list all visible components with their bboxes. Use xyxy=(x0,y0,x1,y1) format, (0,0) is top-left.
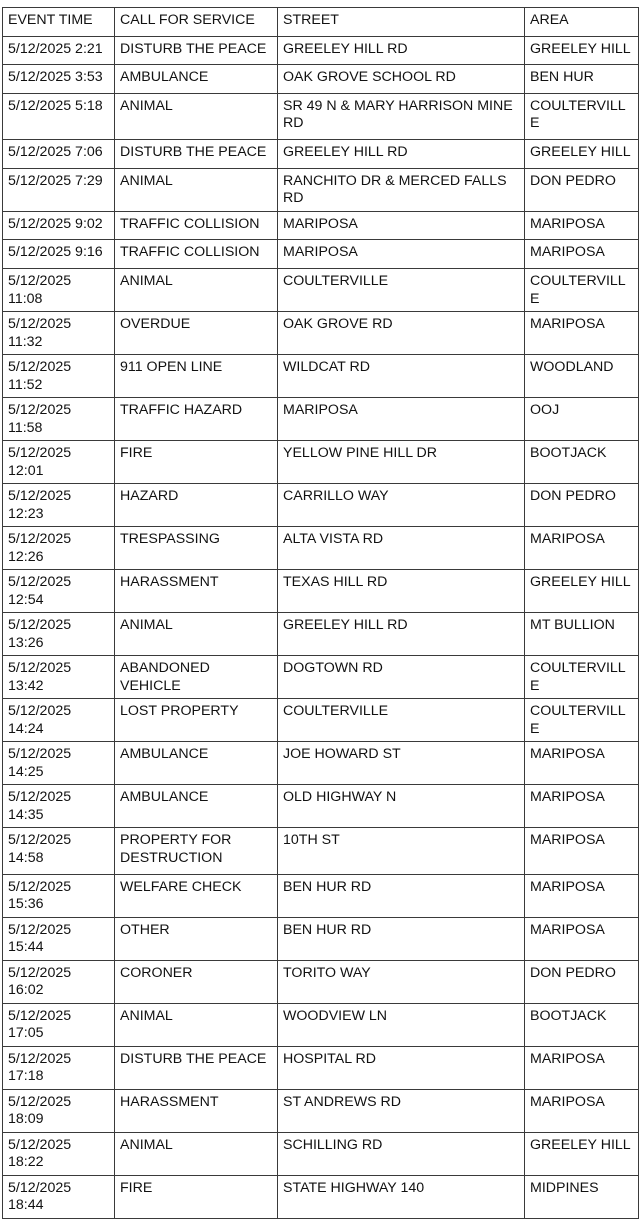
area-cell: COULTERVILLE xyxy=(525,656,639,699)
event-time-cell: 5/12/2025 17:05 xyxy=(3,1003,115,1046)
street-cell: YELLOW PINE HILL DR xyxy=(278,441,525,484)
street-cell: DOGTOWN RD xyxy=(278,656,525,699)
area-cell: GREELEY HILL xyxy=(525,36,639,65)
event-time-cell: 5/12/2025 11:08 xyxy=(3,269,115,312)
event-time-cell: 5/12/2025 12:01 xyxy=(3,441,115,484)
table-row xyxy=(3,874,639,917)
street-cell: OAK GROVE RD xyxy=(278,312,525,355)
call-type-cell: ANIMAL xyxy=(115,613,278,656)
area-cell: DON PEDRO xyxy=(525,168,639,211)
call-type-cell: FIRE xyxy=(115,1175,278,1218)
table-row xyxy=(3,656,639,699)
table-row xyxy=(3,65,639,94)
table-row xyxy=(3,355,639,398)
area-cell: BOOTJACK xyxy=(525,1003,639,1046)
table-row xyxy=(3,527,639,570)
call-type-cell: ANIMAL xyxy=(115,168,278,211)
call-type-cell: FIRE xyxy=(115,441,278,484)
event-time-cell: 5/12/2025 12:54 xyxy=(3,570,115,613)
table-row xyxy=(3,441,639,484)
table-row xyxy=(3,828,639,875)
table-row xyxy=(3,1046,639,1089)
event-time-cell: 5/12/2025 18:22 xyxy=(3,1132,115,1175)
street-cell: CARRILLO WAY xyxy=(278,484,525,527)
street-cell: SCHILLING RD xyxy=(278,1132,525,1175)
table-header-row xyxy=(3,8,639,37)
street-cell: GREELEY HILL RD xyxy=(278,36,525,65)
street-cell: STATE HIGHWAY 140 xyxy=(278,1175,525,1218)
event-time-cell: 5/12/2025 12:26 xyxy=(3,527,115,570)
table-row xyxy=(3,613,639,656)
area-cell: MARIPOSA xyxy=(525,211,639,240)
area-cell: MARIPOSA xyxy=(525,917,639,960)
street-cell: MARIPOSA xyxy=(278,398,525,441)
area-cell: WOODLAND xyxy=(525,355,639,398)
street-cell: MARIPOSA xyxy=(278,211,525,240)
call-type-cell: TRAFFIC HAZARD xyxy=(115,398,278,441)
event-time-cell: 5/12/2025 11:32 xyxy=(3,312,115,355)
event-time-cell: 5/12/2025 9:16 xyxy=(3,240,115,269)
area-cell: COULTERVILLE xyxy=(525,93,639,140)
street-cell: ALTA VISTA RD xyxy=(278,527,525,570)
event-time-cell: 5/12/2025 7:29 xyxy=(3,168,115,211)
table-row xyxy=(3,917,639,960)
call-type-cell: AMBULANCE xyxy=(115,742,278,785)
street-cell: HOSPITAL RD xyxy=(278,1046,525,1089)
street-cell: BEN HUR RD xyxy=(278,917,525,960)
table-row xyxy=(3,960,639,1003)
event-time-cell: 5/12/2025 17:18 xyxy=(3,1046,115,1089)
area-cell: GREELEY HILL xyxy=(525,570,639,613)
street-cell: WOODVIEW LN xyxy=(278,1003,525,1046)
street-cell: MARIPOSA xyxy=(278,240,525,269)
table-row xyxy=(3,785,639,828)
area-cell: OOJ xyxy=(525,398,639,441)
table-row xyxy=(3,1003,639,1046)
table-row xyxy=(3,1132,639,1175)
event-time-cell: 5/12/2025 18:09 xyxy=(3,1089,115,1132)
street-cell: OLD HIGHWAY N xyxy=(278,785,525,828)
event-time-cell: 5/12/2025 3:53 xyxy=(3,65,115,94)
area-cell: MARIPOSA xyxy=(525,527,639,570)
call-type-cell: HAZARD xyxy=(115,484,278,527)
table-body xyxy=(3,36,639,1218)
event-time-cell: 5/12/2025 18:44 xyxy=(3,1175,115,1218)
area-cell: MT BULLION xyxy=(525,613,639,656)
street-cell: GREELEY HILL RD xyxy=(278,140,525,169)
call-type-cell: CORONER xyxy=(115,960,278,1003)
event-time-cell: 5/12/2025 14:58 xyxy=(3,828,115,875)
table-row xyxy=(3,1175,639,1218)
table-row xyxy=(3,168,639,211)
call-type-cell: ANIMAL xyxy=(115,93,278,140)
street-cell: RANCHITO DR & MERCED FALLS RD xyxy=(278,168,525,211)
call-type-cell: AMBULANCE xyxy=(115,65,278,94)
call-type-cell: WELFARE CHECK xyxy=(115,874,278,917)
call-type-cell: DISTURB THE PEACE xyxy=(115,1046,278,1089)
event-time-cell: 5/12/2025 14:24 xyxy=(3,699,115,742)
call-type-cell: HARASSMENT xyxy=(115,570,278,613)
street-cell: ST ANDREWS RD xyxy=(278,1089,525,1132)
call-type-cell: ANIMAL xyxy=(115,1003,278,1046)
table-row xyxy=(3,398,639,441)
table-row xyxy=(3,699,639,742)
table-row xyxy=(3,484,639,527)
area-cell: MARIPOSA xyxy=(525,312,639,355)
call-type-cell: HARASSMENT xyxy=(115,1089,278,1132)
column-header-call-for-service: CALL FOR SERVICE xyxy=(115,8,278,37)
event-time-cell: 5/12/2025 13:42 xyxy=(3,656,115,699)
event-time-cell: 5/12/2025 15:44 xyxy=(3,917,115,960)
area-cell: GREELEY HILL xyxy=(525,1132,639,1175)
street-cell: COULTERVILLE xyxy=(278,269,525,312)
area-cell: MARIPOSA xyxy=(525,874,639,917)
street-cell: OAK GROVE SCHOOL RD xyxy=(278,65,525,94)
table-row xyxy=(3,140,639,169)
table-row xyxy=(3,312,639,355)
street-cell: GREELEY HILL RD xyxy=(278,613,525,656)
area-cell: MARIPOSA xyxy=(525,240,639,269)
street-cell: TEXAS HILL RD xyxy=(278,570,525,613)
table-row xyxy=(3,36,639,65)
event-time-cell: 5/12/2025 14:35 xyxy=(3,785,115,828)
table-row xyxy=(3,211,639,240)
call-type-cell: OTHER xyxy=(115,917,278,960)
table-row xyxy=(3,240,639,269)
event-time-cell: 5/12/2025 11:58 xyxy=(3,398,115,441)
table-row xyxy=(3,570,639,613)
event-time-cell: 5/12/2025 15:36 xyxy=(3,874,115,917)
call-type-cell: 911 OPEN LINE xyxy=(115,355,278,398)
area-cell: COULTERVILLE xyxy=(525,699,639,742)
area-cell: MARIPOSA xyxy=(525,1089,639,1132)
call-type-cell: LOST PROPERTY xyxy=(115,699,278,742)
street-cell: WILDCAT RD xyxy=(278,355,525,398)
table-row xyxy=(3,93,639,140)
area-cell: MARIPOSA xyxy=(525,828,639,875)
area-cell: COULTERVILLE xyxy=(525,269,639,312)
call-log-table xyxy=(2,7,639,1219)
area-cell: DON PEDRO xyxy=(525,960,639,1003)
call-type-cell: DISTURB THE PEACE xyxy=(115,36,278,65)
event-time-cell: 5/12/2025 13:26 xyxy=(3,613,115,656)
area-cell: MIDPINES xyxy=(525,1175,639,1218)
call-type-cell: PROPERTY FOR DESTRUCTION xyxy=(115,828,278,875)
event-time-cell: 5/12/2025 9:02 xyxy=(3,211,115,240)
event-time-cell: 5/12/2025 12:23 xyxy=(3,484,115,527)
area-cell: MARIPOSA xyxy=(525,742,639,785)
call-type-cell: TRAFFIC COLLISION xyxy=(115,211,278,240)
street-cell: SR 49 N & MARY HARRISON MINE RD xyxy=(278,93,525,140)
event-time-cell: 5/12/2025 7:06 xyxy=(3,140,115,169)
call-type-cell: ANIMAL xyxy=(115,269,278,312)
event-time-cell: 5/12/2025 2:21 xyxy=(3,36,115,65)
area-cell: MARIPOSA xyxy=(525,785,639,828)
column-header-street: STREET xyxy=(278,8,525,37)
call-type-cell: TRAFFIC COLLISION xyxy=(115,240,278,269)
event-time-cell: 5/12/2025 14:25 xyxy=(3,742,115,785)
column-header-area: AREA xyxy=(525,8,639,37)
street-cell: BEN HUR RD xyxy=(278,874,525,917)
area-cell: MARIPOSA xyxy=(525,1046,639,1089)
call-type-cell: OVERDUE xyxy=(115,312,278,355)
call-type-cell: DISTURB THE PEACE xyxy=(115,140,278,169)
area-cell: BOOTJACK xyxy=(525,441,639,484)
call-type-cell: TRESPASSING xyxy=(115,527,278,570)
table-row xyxy=(3,742,639,785)
area-cell: BEN HUR xyxy=(525,65,639,94)
call-type-cell: ANIMAL xyxy=(115,1132,278,1175)
event-time-cell: 5/12/2025 11:52 xyxy=(3,355,115,398)
table-row xyxy=(3,269,639,312)
street-cell: TORITO WAY xyxy=(278,960,525,1003)
event-time-cell: 5/12/2025 16:02 xyxy=(3,960,115,1003)
table-row xyxy=(3,1089,639,1132)
area-cell: GREELEY HILL xyxy=(525,140,639,169)
street-cell: JOE HOWARD ST xyxy=(278,742,525,785)
area-cell: DON PEDRO xyxy=(525,484,639,527)
street-cell: COULTERVILLE xyxy=(278,699,525,742)
call-type-cell: ABANDONED VEHICLE xyxy=(115,656,278,699)
event-time-cell: 5/12/2025 5:18 xyxy=(3,93,115,140)
street-cell: 10TH ST xyxy=(278,828,525,875)
column-header-event-time: EVENT TIME xyxy=(3,8,115,37)
call-type-cell: AMBULANCE xyxy=(115,785,278,828)
